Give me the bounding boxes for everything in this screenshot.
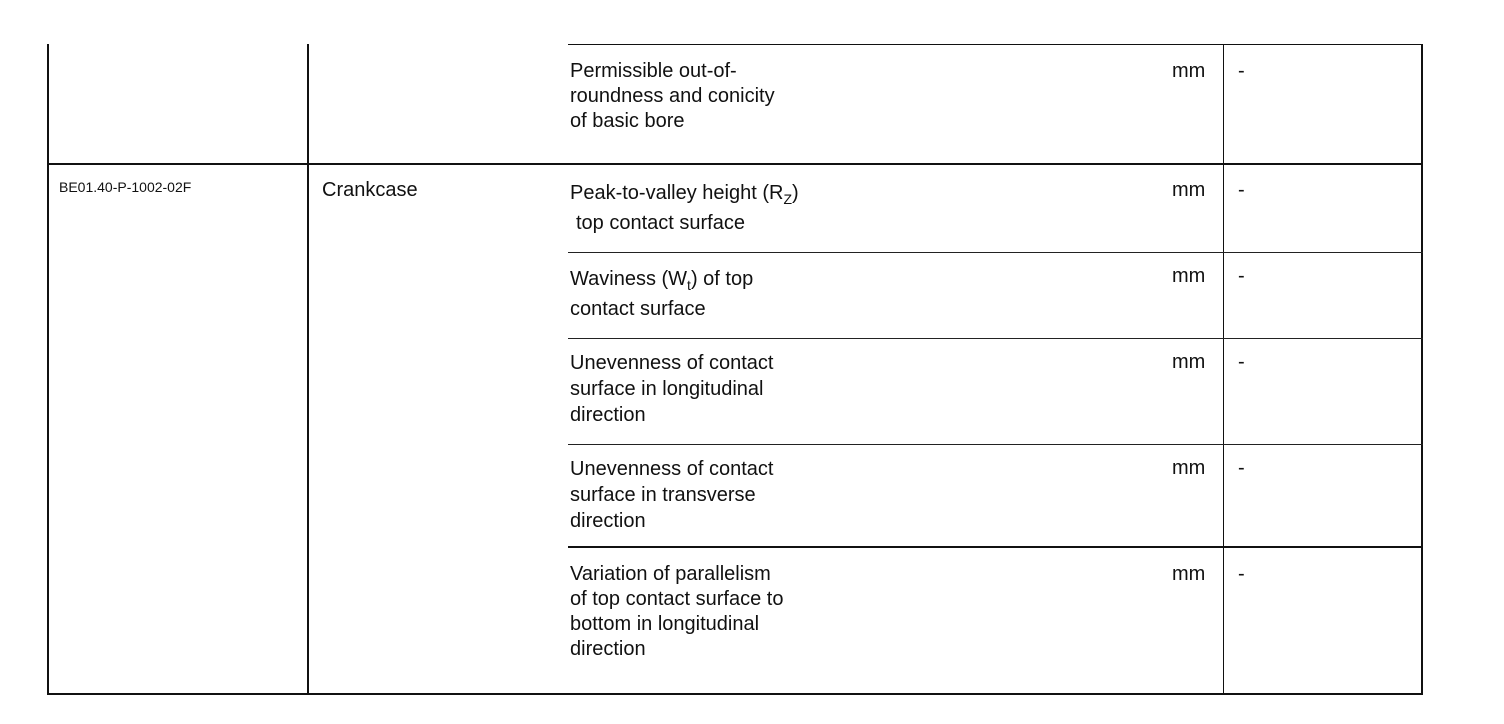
table-row-0-description xyxy=(570,59,870,134)
part-code: BE01.40-P-1002-02F xyxy=(59,179,192,195)
description-suffix: ) xyxy=(792,182,799,204)
table-row-3-unit: mm xyxy=(1172,351,1206,373)
description-line: roundness and conicity xyxy=(570,85,775,107)
description-line xyxy=(570,264,870,294)
column-divider-code xyxy=(307,44,309,695)
table-row-5-value: - xyxy=(1238,563,1245,585)
description-line xyxy=(570,178,870,208)
description-line: contact surface xyxy=(570,298,706,320)
description-line: of top contact surface to xyxy=(570,588,784,610)
description-suffix: ) of top xyxy=(690,268,754,290)
table-row-3-description xyxy=(570,350,870,428)
description-subscript: Z xyxy=(783,191,792,207)
table-row-4-description xyxy=(570,456,870,534)
description-line: Unevenness of contact xyxy=(570,458,774,480)
description-subscript: t xyxy=(687,277,691,293)
table-row-2-value: - xyxy=(1238,265,1245,287)
table-row-1-value: - xyxy=(1238,179,1245,201)
table-row-1-unit: mm xyxy=(1172,179,1206,201)
row-divider-top xyxy=(568,44,1423,45)
table-row-4-value: - xyxy=(1238,457,1245,479)
table-row-0-unit: mm xyxy=(1172,60,1206,82)
description-line: of basic bore xyxy=(570,110,685,132)
table-row-0-value: - xyxy=(1238,60,1245,82)
table-border-bottom xyxy=(47,693,1423,695)
row-divider-4 xyxy=(568,444,1423,445)
table-row-1-description xyxy=(570,178,870,238)
table-border-right xyxy=(1421,44,1423,695)
description-line: direction xyxy=(570,404,646,426)
description-line: direction xyxy=(570,638,646,660)
table-row-5-unit: mm xyxy=(1172,563,1206,585)
table-row-3-value: - xyxy=(1238,351,1245,373)
table-row-2-unit: mm xyxy=(1172,265,1206,287)
description-line: direction xyxy=(570,510,646,532)
row-divider-3 xyxy=(568,338,1423,339)
row-divider-5 xyxy=(568,546,1423,548)
description-line: Variation of parallelism xyxy=(570,563,771,585)
description-line: surface in longitudinal xyxy=(570,378,764,400)
table-row-2-description xyxy=(570,264,870,324)
description-prefix: Waviness (W xyxy=(570,268,688,290)
row-divider-2 xyxy=(568,252,1423,253)
description-line: bottom in longitudinal xyxy=(570,613,760,635)
description-line: top contact surface xyxy=(576,212,745,234)
table-border-left xyxy=(47,44,49,695)
table-row-4-unit: mm xyxy=(1172,457,1206,479)
component-name: Crankcase xyxy=(322,179,418,201)
description-line: surface in transverse xyxy=(570,484,756,506)
column-divider-unit xyxy=(1223,44,1224,695)
description-prefix: Peak-to-valley height (R xyxy=(570,182,784,204)
table-row-5-description xyxy=(570,562,870,662)
row-divider-group xyxy=(47,163,1423,165)
description-line: Unevenness of contact xyxy=(570,352,774,374)
description-line: Permissible out-of- xyxy=(570,60,737,82)
